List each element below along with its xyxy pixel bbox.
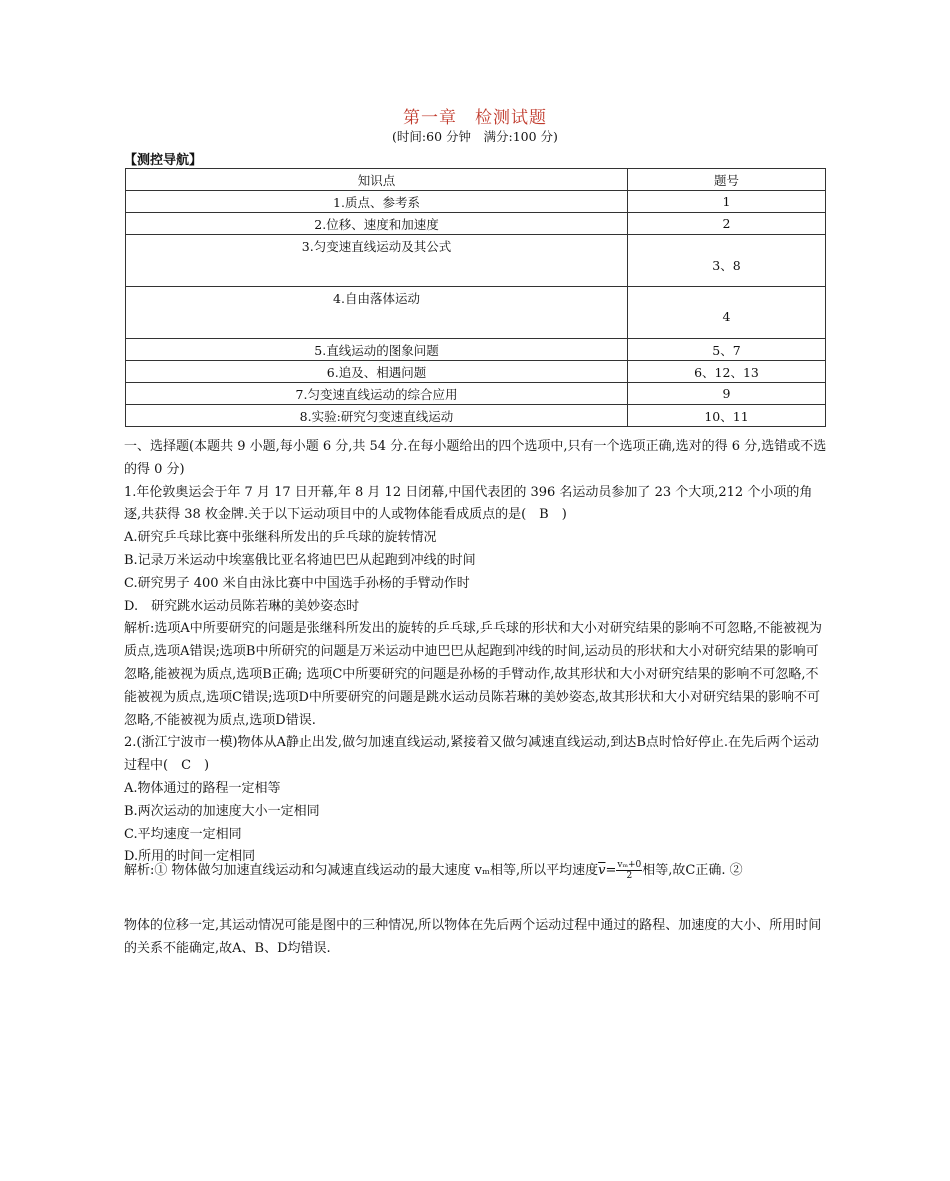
- question-2-option-a: A.物体通过的路程一定相等: [124, 780, 281, 796]
- table-cell-topic: 5.直线运动的图象问题: [126, 339, 628, 361]
- table-row: [126, 339, 826, 361]
- section-heading: 一、选择题(本题共 9 小题,每小题 6 分,共 54 分.在每小题给出的四个选项中,只有一个选项正确,选对的得 6 分,选错或不选的得 0 分): [124, 439, 827, 477]
- formula-equals: =: [605, 863, 617, 878]
- page-subtitle: (时间:60 分钟 满分:100 分): [392, 129, 558, 144]
- table-row: [126, 287, 826, 339]
- page-title: 第一章 检测试题: [403, 108, 547, 128]
- table-cell-questions: 2: [628, 213, 826, 235]
- question-body: [124, 436, 829, 869]
- table-row: [126, 361, 826, 383]
- knowledge-point-table: [125, 168, 826, 427]
- question-1-option-a: A.研究乒乓球比赛中张继科所发出的乒乓球的旋转情况: [124, 530, 437, 546]
- table-cell-questions: 9: [628, 383, 826, 405]
- table-cell-questions: 4: [628, 287, 826, 339]
- table-cell-topic: 1.质点、参考系: [126, 191, 628, 213]
- table-row: [126, 405, 826, 427]
- table-cell-questions: 1: [628, 191, 826, 213]
- table-row: [126, 235, 826, 287]
- question-1-analysis: 解析:选项A中所要研究的问题是张继科所发出的旋转的乒乓球,乒乓球的形状和大小对研究结果的影响不可忽略,不能被视为质点,选项A错误;选项B中所研究的问题是万米运动中迪巴巴从起跑到冲线的时间,运动员的形状和大小对研究结果的影响可忽略,能被视为质点,选项B正确; 选项C中所要研究的问题是孙杨的手臂动作,故其形状和大小对研究结果的影响不可忽略,不能被视为质点,选项C错误;选项D中所要研究的问题是跳水运动员陈若琳的美妙姿态,故其形状和大小对研究结果的影响不可忽略,不能被视为质点,选项D错误.: [124, 621, 823, 728]
- question-2-option-d: D.所用的时间一定相同: [124, 849, 256, 865]
- table-cell-topic: 6.追及、相遇问题: [126, 361, 628, 383]
- question-1-stem: 1.年伦敦奥运会于年 7 月 17 日开幕,年 8 月 12 日闭幕,中国代表团的 396 名运动员参加了 23 个大项,212 个小项的角逐,共获得 38 枚金牌.关于以下运动项目中的人或物体能看成质点的是( B ): [124, 484, 813, 523]
- table-cell-questions: 3、8: [628, 235, 826, 287]
- analysis-text-3: 物体的位移一定,其运动情况可能是图中的三种情况,所以物体在先后两个运动过程中通过的路程、加速度的大小、所用时间的关系不能确定,故A、B、D均错误.: [124, 918, 822, 956]
- table-row: [126, 191, 826, 213]
- question-1-option-c: C.研究男子 400 米自由泳比赛中中国选手孙杨的手臂动作时: [124, 575, 470, 591]
- question-2-option-c: C.平均速度一定相同: [124, 826, 242, 842]
- table-cell-topic: 8.实验:研究匀变速直线运动: [126, 405, 628, 427]
- formula-fraction: [616, 860, 642, 881]
- formula-denominator: 2: [626, 871, 633, 881]
- table-header-row: [126, 169, 826, 191]
- analysis-text-2: 相等,故C正确. ②: [642, 863, 743, 878]
- formula-numerator: vₘ+0: [617, 860, 642, 870]
- nav-label: 【测控导航】: [124, 153, 203, 168]
- table-row: [126, 383, 826, 405]
- question-2-analysis-continued: [124, 915, 829, 961]
- question-2-analysis: [124, 860, 829, 883]
- table-row: [126, 213, 826, 235]
- table-cell-topic: 3.匀变速直线运动及其公式: [126, 235, 628, 287]
- analysis-text-1: 解析:① 物体做匀加速直线运动和匀减速直线运动的最大速度 vₘ相等,所以平均速度: [124, 863, 599, 878]
- table-cell-questions: 6、12、13: [628, 361, 826, 383]
- question-2-option-b: B.两次运动的加速度大小一定相同: [124, 803, 320, 819]
- table-cell-questions: 10、11: [628, 405, 826, 427]
- column-header-topic: 知识点: [126, 169, 628, 191]
- table-cell-topic: 2.位移、速度和加速度: [126, 213, 628, 235]
- column-header-questions: 题号: [628, 169, 826, 191]
- question-1-option-b: B.记录万米运动中埃塞俄比亚名将迪巴巴从起跑到冲线的时间: [124, 552, 476, 568]
- table-cell-topic: 4.自由落体运动: [126, 287, 628, 339]
- table-cell-topic: 7.匀变速直线运动的综合应用: [126, 383, 628, 405]
- question-2-stem: 2.(浙江宁波市一模)物体从A静止出发,做匀加速直线运动,紧接着又做匀减速直线运动,到达B点时恰好停止.在先后两个运动过程中( C ): [124, 735, 820, 774]
- question-1-option-d: D. 研究跳水运动员陈若琳的美妙姿态时: [124, 598, 360, 614]
- formula-v-bar: $\overline{v}$: [598, 863, 606, 878]
- table-cell-questions: 5、7: [628, 339, 826, 361]
